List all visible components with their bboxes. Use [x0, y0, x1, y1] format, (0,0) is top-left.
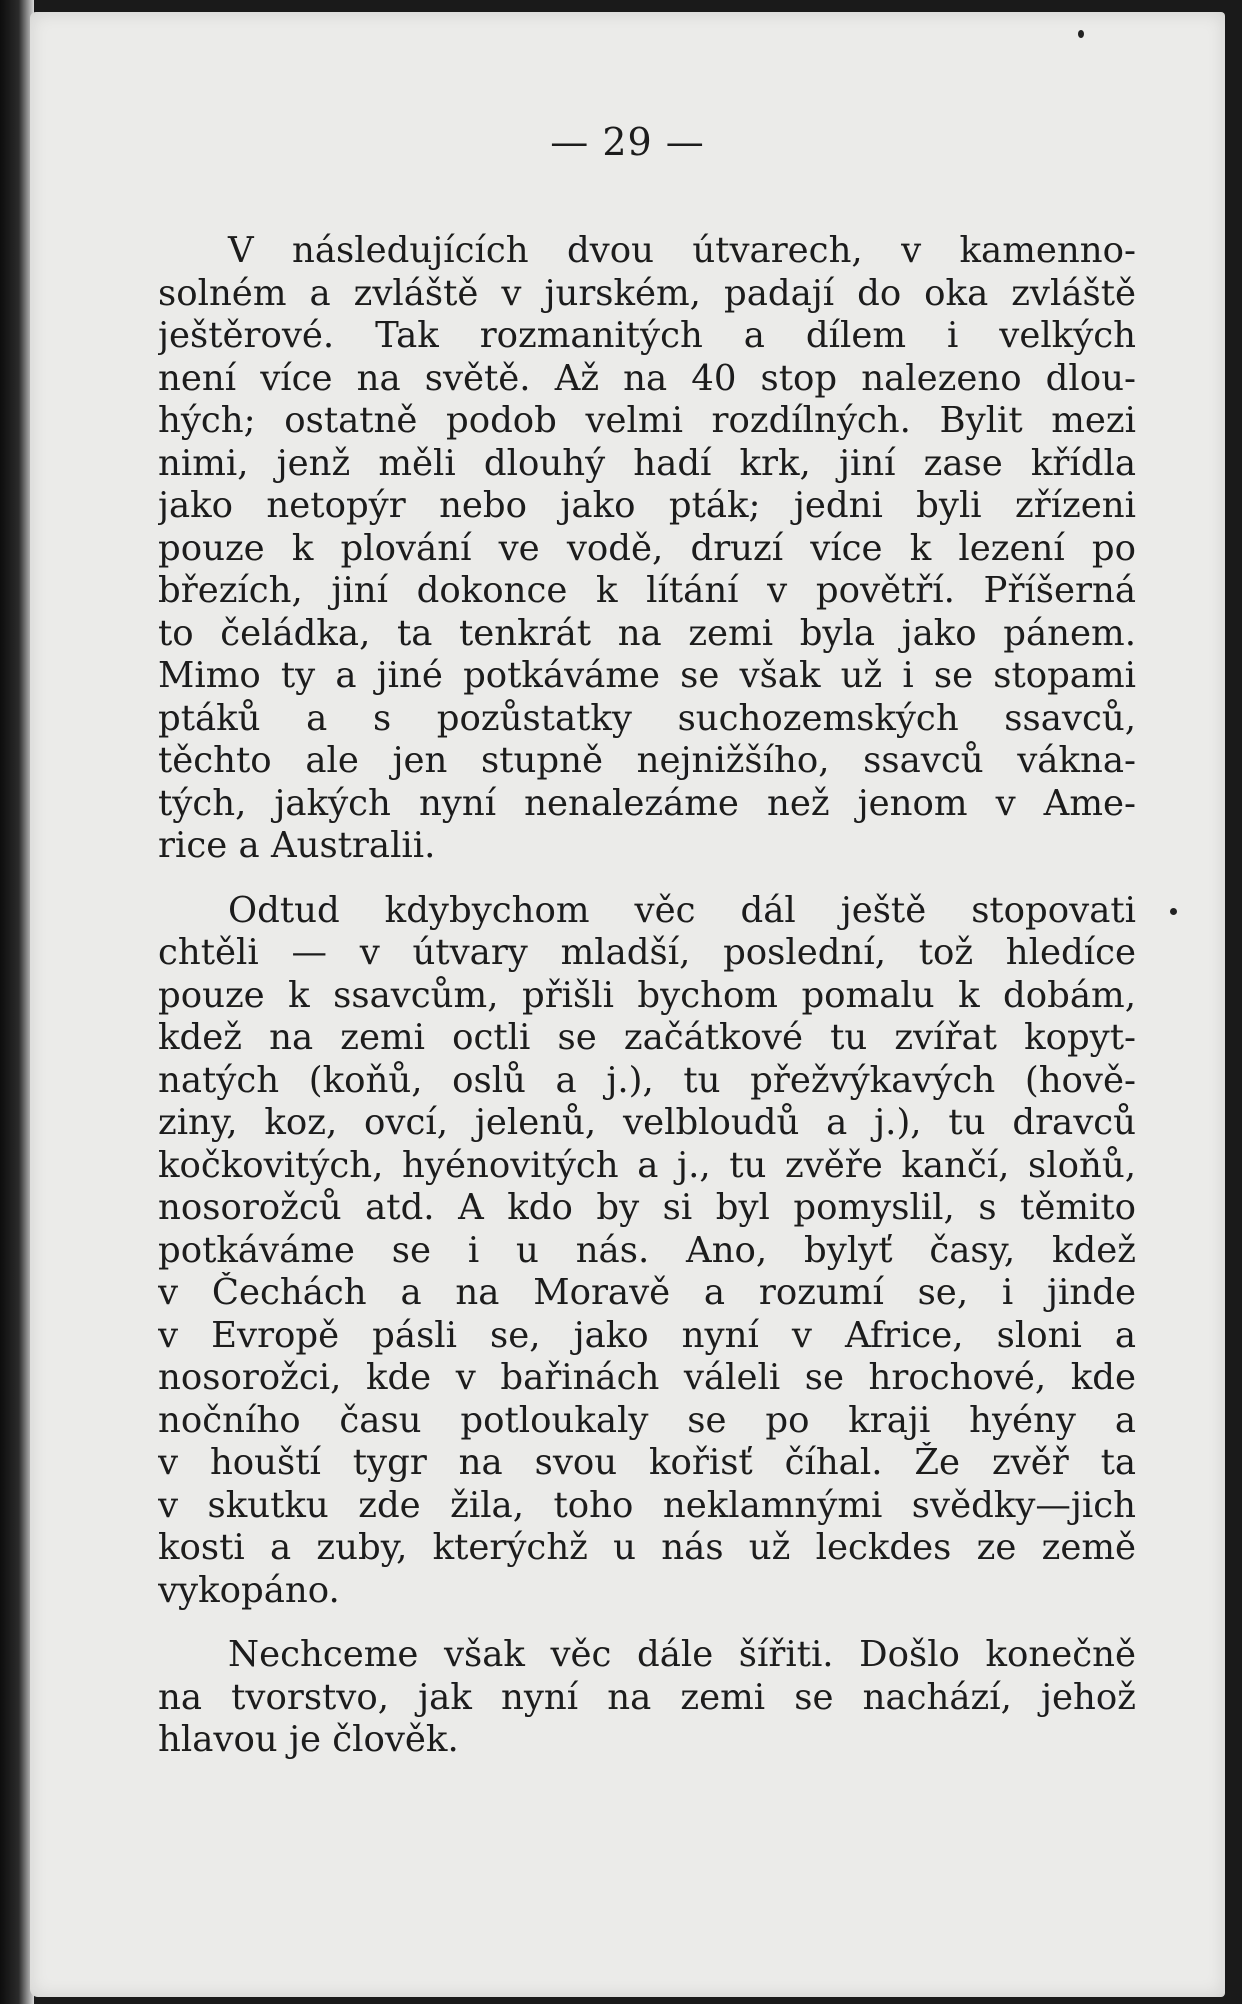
print-speck — [1078, 30, 1084, 38]
text-line: není více na světě. Až na 40 stop nalezeno dlou- — [158, 357, 1136, 399]
paragraph-3 — [158, 1634, 1136, 1762]
text-line: nosorožci, kde v bařinách váleli se hrochové, kde — [158, 1357, 1136, 1398]
text-line: kdež na zemi octli se začátkové tu zvířat kopyt- — [158, 1017, 1136, 1058]
text-line: těchto ale jen stupně nejnižšího, ssavců vákna- — [158, 740, 1136, 781]
print-speck — [1170, 908, 1177, 915]
paragraph-1 — [158, 230, 1136, 868]
text-line: Odtud kdybychom věc dál ještě stopovati — [228, 889, 1136, 931]
text-line: Nechceme však věc dále šířiti. Došlo konečně — [228, 1634, 1136, 1675]
text-line: natých (koňů, oslů a j.), tu přežvýkavých (hově- — [158, 1059, 1136, 1101]
text-line: kosti a zuby, kterýchž u nás už leckdes ze země — [158, 1527, 1136, 1568]
text-line: jako netopýr nebo jako pták; jedni byli zřízeni — [158, 485, 1136, 526]
text-line: pouze k ssavcům, přišli bychom pomalu k dobám, — [158, 974, 1136, 1016]
book-page — [30, 12, 1225, 1997]
text-line: kočkovitých, hyénovitých a j., tu zvěře kančí, sloňů, — [158, 1144, 1136, 1186]
text-line: ještěrové. Tak rozmanitých a dílem i velkých — [158, 315, 1136, 356]
text-line: nosorožců atd. A kdo by si byl pomyslil, s těmito — [158, 1187, 1136, 1228]
text-line: nimi, jenž měli dlouhý hadí krk, jiní zase křídla — [158, 442, 1136, 484]
text-line: ptáků a s pozůstatky suchozemských ssavců, — [158, 697, 1136, 739]
text-line: v skutku zde žila, toho neklamnými svědky—jich — [158, 1484, 1136, 1526]
text-line: vykopáno. — [158, 1569, 340, 1611]
text-line: březích, jiní dokonce k lítání v povětří. Příšerná — [158, 570, 1136, 611]
paragraph-2 — [158, 890, 1136, 1613]
body-text — [158, 230, 1136, 1762]
text-line: tých, jakých nyní nenalezáme než jenom v Ame- — [158, 782, 1136, 824]
text-line: potkáváme se i u nás. Ano, bylyť časy, kdež — [158, 1229, 1136, 1271]
text-line: ziny, koz, ovcí, jelenů, velbloudů a j.), tu dravců — [158, 1102, 1136, 1143]
text-line: solném a zvláště v jurském, padají do oka zvláště — [158, 272, 1136, 314]
text-line: v Evropě pásli se, jako nyní v Africe, sloni a — [158, 1314, 1136, 1356]
text-line: v houští tygr na svou kořisť číhal. Že zvěř ta — [158, 1442, 1136, 1483]
text-line: rice a Australii. — [158, 825, 436, 866]
text-line: Mimo ty a jiné potkáváme se však už i se stopami — [158, 655, 1136, 696]
text-line: pouze k plování ve vodě, druzí více k lezení po — [158, 527, 1136, 569]
text-line: hlavou je člověk. — [158, 1719, 459, 1760]
text-line: v Čechách a na Moravě a rozumí se, i jinde — [158, 1272, 1136, 1313]
text-line: nočního času potloukaly se po kraji hyény a — [158, 1399, 1136, 1441]
text-line: chtěli — v útvary mladší, poslední, tož hledíce — [158, 932, 1136, 973]
text-line: na tvorstvo, jak nyní na zemi se nachází, jehož — [158, 1676, 1136, 1718]
scan-edge-shadow — [0, 0, 34, 2004]
text-line: to čeládka, ta tenkrát na zemi byla jako pánem. — [158, 612, 1136, 654]
page-number: — 29 — — [550, 120, 705, 164]
text-line: V následujících dvou útvarech, v kamenno- — [228, 230, 1136, 271]
text-line: hých; ostatně podob velmi rozdílných. Bylit mezi — [158, 400, 1136, 441]
